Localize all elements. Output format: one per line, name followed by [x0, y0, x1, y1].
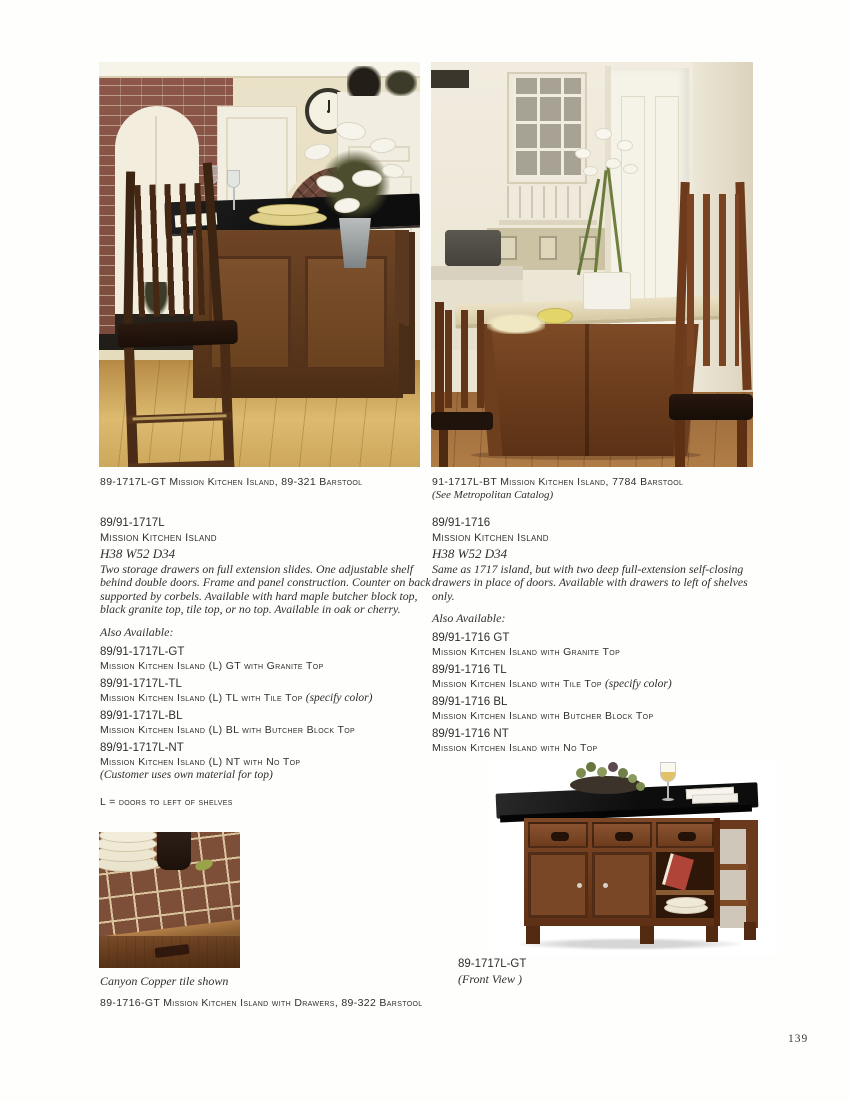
- island-center-stile: [585, 324, 589, 456]
- variant-desc-text: Mission Kitchen Island (L) BL with Butcher Block Top: [100, 723, 356, 736]
- white-flower: [352, 170, 382, 187]
- photo-kitchen-scene-1717: [99, 62, 420, 467]
- variant-row: [432, 728, 766, 754]
- flower-stem: [606, 164, 623, 276]
- transom-window-left: [431, 70, 469, 88]
- variant-code: 89/91-1717L-TL: [100, 677, 182, 690]
- variant-desc-text: Mission Kitchen Island with Tile Top: [432, 678, 602, 691]
- barstool-right: [669, 182, 753, 467]
- end-shelf: [720, 864, 748, 870]
- plate-stack: [666, 897, 706, 908]
- drawer: [528, 822, 588, 848]
- drawer-pull: [678, 832, 696, 841]
- left-product-description: Two storage drawers on full extension slides. One adjustable shelf behind double doors. Frame and panel construction. Counter on back supported by corbels. Available with hard maple butcher block top, black granite top, tile top, or no top. Available in oak or cherry.: [100, 562, 431, 617]
- tile-caption-note: Canyon Copper tile shown: [100, 974, 229, 988]
- variant-code: 89/91-1716 NT: [432, 728, 509, 741]
- right-product-name: Mission Kitchen Island: [432, 532, 549, 544]
- white-bloom: [583, 166, 598, 176]
- glass-foot: [662, 798, 674, 801]
- variant-nt-note: (Customer uses own material for top): [100, 768, 273, 781]
- drawer: [656, 822, 714, 848]
- front-view-note: (Front View ): [458, 972, 522, 986]
- variant-row: [100, 646, 434, 672]
- caption-top-left: 89-1717L-GT Mission Kitchen Island, 89-321 Barstool: [100, 476, 363, 488]
- white-bloom: [623, 164, 638, 174]
- variant-desc: [432, 742, 766, 754]
- counter-left: [431, 266, 523, 280]
- variant-desc: [100, 660, 434, 672]
- grape-spill: [636, 782, 645, 791]
- drawer-pull: [615, 832, 633, 841]
- variant-row: [100, 742, 434, 781]
- variant-desc-text: Mission Kitchen Island with No Top: [432, 742, 598, 755]
- cabinet-door: [528, 852, 588, 918]
- variant-row: [100, 710, 434, 736]
- grape: [608, 762, 618, 772]
- caption-bottom-left: 89-1716-GT Mission Kitchen Island with Drawers, 89-322 Barstool: [100, 997, 423, 1009]
- variant-desc-text: Mission Kitchen Island (L) NT with No Top: [100, 755, 301, 768]
- left-product-dimensions: H38 W52 D34: [100, 546, 176, 561]
- page-number: 139: [788, 1033, 809, 1045]
- drawer-pull: [551, 832, 569, 841]
- shading-overlay: [99, 832, 240, 968]
- framed-tile: [499, 236, 517, 260]
- right-product-code: 89/91-1716: [432, 517, 491, 529]
- barstool-leg: [439, 430, 448, 467]
- variant-row: [100, 678, 434, 704]
- right-product-block: [432, 517, 766, 754]
- variant-desc: [100, 724, 434, 736]
- left-product-block: [100, 517, 434, 808]
- right-product-dimensions: H38 W52 D34: [432, 546, 508, 561]
- end-leg: [746, 820, 758, 928]
- grape: [586, 762, 596, 772]
- left-product-code: 89/91-1717L: [100, 517, 165, 529]
- barstool-leather-seat: [669, 394, 753, 420]
- barstool-back-stile-left: [123, 171, 135, 333]
- variant-note: (specify color): [604, 678, 672, 691]
- photo-kitchen-scene-1716: [431, 62, 753, 467]
- white-bloom: [617, 140, 633, 151]
- barstool-seat: [431, 412, 493, 430]
- door-knob: [577, 883, 582, 888]
- pewter-vase: [336, 218, 374, 268]
- left-product-name: Mission Kitchen Island: [100, 532, 217, 544]
- barstool-leg: [737, 420, 747, 467]
- island-leg: [744, 922, 756, 940]
- right-also-available: Also Available:: [432, 611, 506, 626]
- variant-code: 89/91-1716 TL: [432, 664, 507, 677]
- cloth-on-counter: [487, 314, 545, 334]
- photo-island-front-view: [490, 758, 775, 956]
- variant-code: 89/91-1716 GT: [432, 632, 510, 645]
- glass-stem: [667, 782, 669, 798]
- cabinet-door: [592, 852, 652, 918]
- variant-code: 89/91-1716 BL: [432, 696, 508, 709]
- grape: [576, 768, 586, 778]
- grape: [597, 767, 607, 777]
- white-flower: [369, 137, 396, 155]
- variant-desc-text: Mission Kitchen Island with Butcher Block Top: [432, 710, 654, 723]
- toaster-appliance: [445, 230, 501, 266]
- variant-desc: [100, 756, 434, 768]
- variant-row: [432, 632, 766, 658]
- barstool-slats: [445, 310, 487, 408]
- island-leg: [640, 926, 654, 944]
- barstool-stretcher-lower: [128, 460, 234, 467]
- photo-tile-top-detail: [99, 832, 240, 968]
- barstool-left-partial: [431, 302, 493, 467]
- variant-desc-text: Mission Kitchen Island (L) GT with Granite Top: [100, 659, 324, 672]
- caption-top-right-note: (See Metropolitan Catalog): [432, 489, 554, 501]
- variant-code: 89/91-1717L-NT: [100, 741, 184, 754]
- variant-desc: [100, 692, 434, 704]
- island-leg: [706, 926, 718, 942]
- left-footnote: L = doors to left of shelves: [100, 795, 233, 808]
- variant-desc: [432, 646, 766, 658]
- variant-desc-text: Mission Kitchen Island (L) TL with Tile Top: [100, 691, 303, 704]
- variant-note: (specify color): [305, 691, 373, 704]
- drawer: [592, 822, 652, 848]
- greenery-decor: [385, 70, 417, 96]
- barstool-front-leg-left: [124, 347, 141, 467]
- white-flower: [335, 120, 367, 142]
- paperwhite-flowers: [569, 120, 645, 276]
- white-bloom: [605, 158, 621, 169]
- barstool-front-leg-right: [220, 344, 236, 467]
- variant-desc-text: Mission Kitchen Island with Granite Top: [432, 646, 621, 659]
- left-also-available: Also Available:: [100, 624, 174, 639]
- framed-tile: [539, 236, 557, 260]
- barstool-leg: [675, 420, 685, 467]
- variant-code: 89/91-1717L-GT: [100, 645, 185, 658]
- island-panel-right: [305, 256, 387, 370]
- barstool-stile: [435, 302, 444, 414]
- variant-desc: [432, 710, 766, 722]
- cookbook: [662, 853, 694, 890]
- white-bloom: [595, 128, 612, 140]
- dark-urn-decor: [347, 66, 381, 96]
- variant-code: 89/91-1717L-BL: [100, 709, 183, 722]
- right-product-description: Same as 1717 island, but with two deep full-extension self-closing drawers in place of doors. Available with drawers to left of shelves only.: [432, 562, 748, 603]
- white-flower-pot: [583, 272, 631, 310]
- island-open-end: [720, 820, 758, 928]
- grape-bowl: [570, 760, 650, 796]
- front-view-caption: [458, 958, 526, 987]
- wine-glass: [660, 758, 678, 806]
- napkin: [692, 793, 738, 804]
- variant-row: [432, 696, 766, 722]
- flower-arrangement: [294, 114, 416, 264]
- grape: [628, 774, 637, 783]
- variant-desc: [432, 678, 766, 690]
- barstool-back-slats: [134, 183, 209, 317]
- white-bloom: [575, 148, 591, 159]
- barstool: [99, 159, 254, 467]
- front-view-code: 89-1717L-GT: [458, 958, 527, 970]
- island-leg: [526, 926, 540, 944]
- door-knob: [603, 883, 608, 888]
- island-body: [524, 818, 720, 926]
- variant-row: [432, 664, 766, 690]
- end-shelf: [720, 900, 748, 906]
- clock-hand: [328, 100, 330, 112]
- open-shelf-bay: [656, 852, 714, 918]
- grape: [618, 768, 628, 778]
- barstool-slats: [687, 194, 739, 366]
- island-wood-base: [489, 324, 685, 456]
- caption-top-right: 91-1717L-BT Mission Kitchen Island, 7784 Barstool: [432, 476, 684, 488]
